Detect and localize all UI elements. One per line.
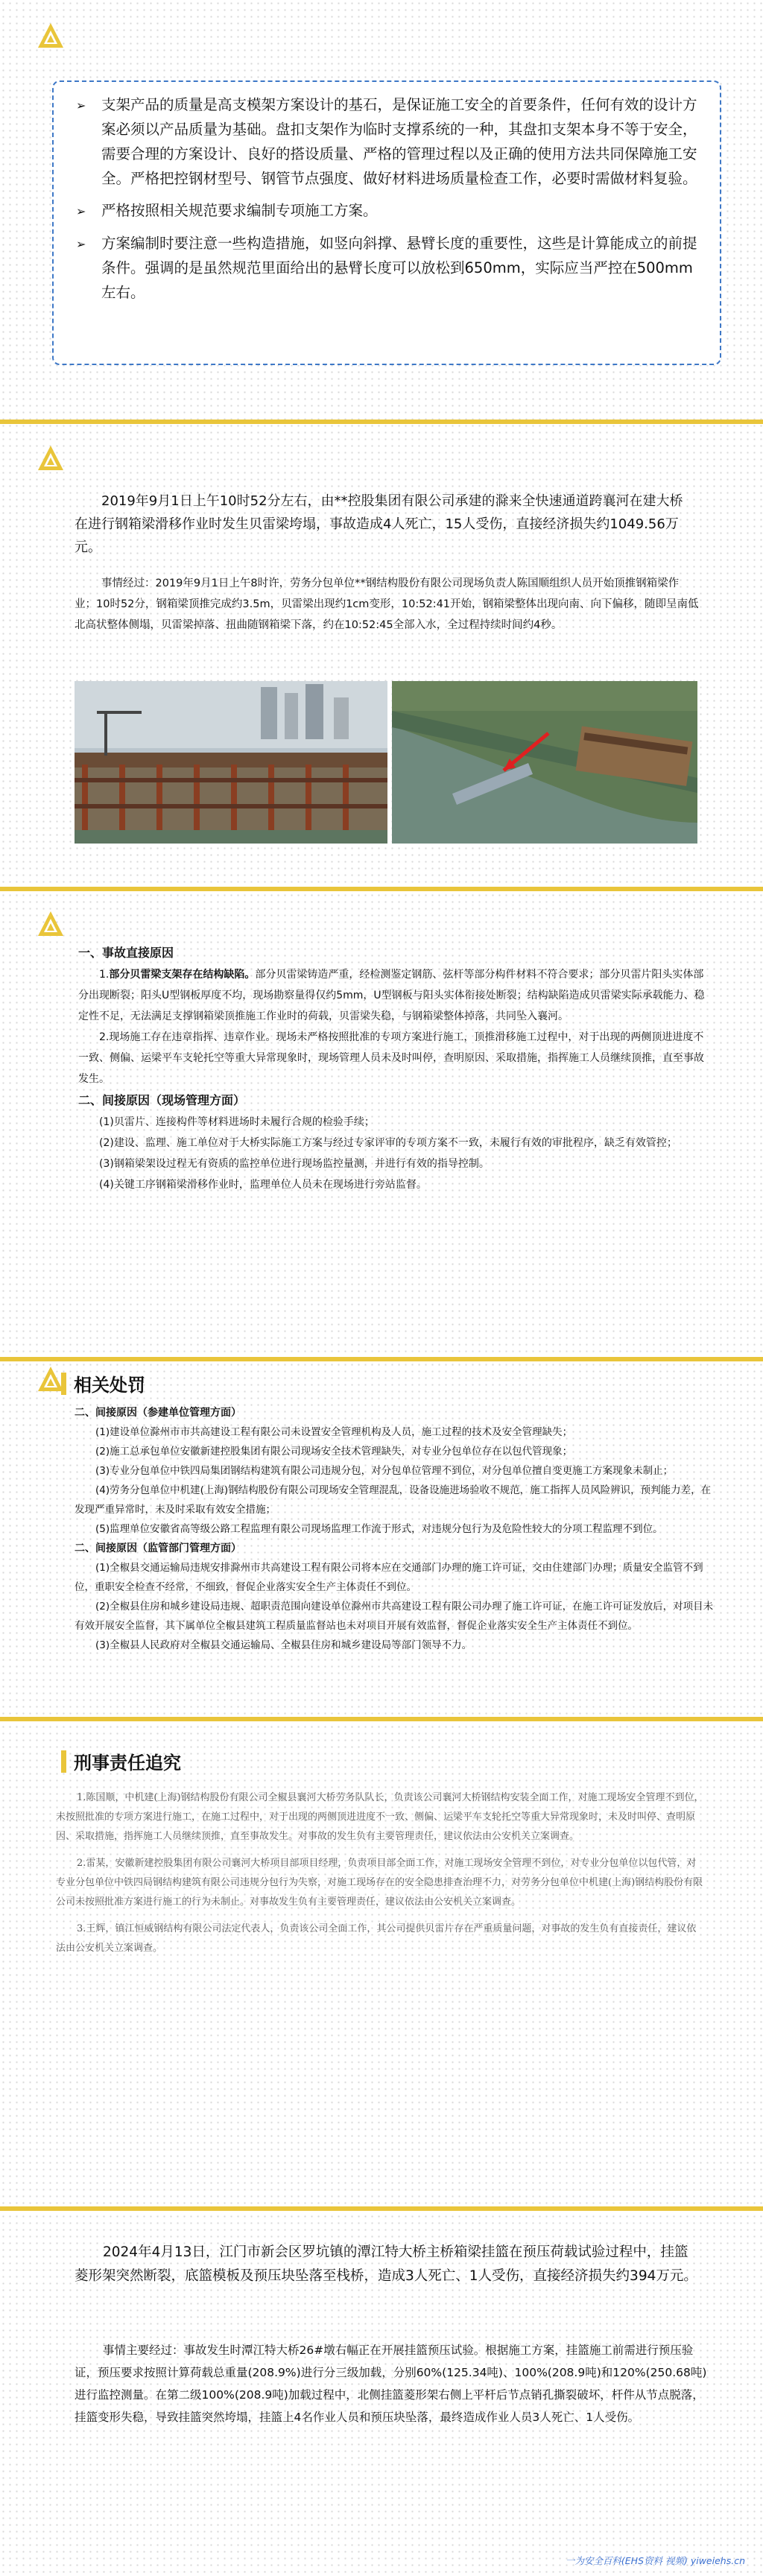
bullet-box [52, 80, 721, 365]
collapsed-bridge-aerial-photo [392, 681, 697, 844]
penalty-item: (3)全椒县人民政府对全椒县交通运输局、全椒县住房和城乡建设局等部门领导不力。 [95, 1639, 472, 1651]
cause-bold-lead: 部分贝雷梁支架存在结构缺陷。 [109, 969, 256, 981]
section-heading: 一、事故直接原因 [78, 946, 174, 960]
footer-watermark-link[interactable]: 一为安全百科(EHS资料 视频) yiweiehs.cn [565, 2555, 745, 2566]
case-summary: 2024年4月13日，江门市新会区罗坑镇的潭江特大桥主桥箱梁挂篮在预压荷载试验过程中，挂篮菱形架突然断裂，底篮模板及预压块坠落至栈桥，造成3人死亡、1人受伤，直接经济损失约394万元。 [75, 2244, 697, 2284]
section-title [61, 1748, 181, 1774]
liability-paragraph: 1.陈国顺，中机建(上海)钢结构股份有限公司全椒县襄河大桥劳务队队长，负责该公司襄河大桥钢结构安装全面工作，对施工现场安全管理不到位，未按照批准的专项方案进行施工，在施工过程中，对于出现的两侧顶进进度不一致、侧偏、运梁平车支轮托空等重大异常现象时，未及时叫停、查明原因、采取措施，指挥施工人员继续顶推，直至事故发生。对事故的发生负有主要管理责任，建议依法由公安机关立案调查。 [56, 1792, 704, 1842]
bullet-item [76, 231, 703, 305]
section-title [61, 1370, 145, 1396]
slide-criminal-liability [0, 1721, 763, 2206]
bullet-text: 支架产品的质量是高支模架方案设计的基石，是保证施工安全的首要条件，任何有效的设计方案必须以产品质量为基础。盘扣支架作为临时支撑系统的一种，其盘扣支架本身不等于安全，需要合理的方案设计、良好的搭设质量、严格的管理过程以及正确的使用方法共同保障施工安全。严格把控钢材型号、钢管节点强度、做好材料进场质量检查工作，必要时需做材料复验。 [101, 96, 697, 187]
penalty-item: (4)劳务分包单位中机建(上海)钢结构股份有限公司现场安全管理混乱，设备设施进场验收不规范，施工指挥人员风险辨识，预判能力差，在发现严重异常时，未及时采取有效安全措施； [75, 1484, 712, 1516]
cause-item: (3)钢箱梁架设过程无有资质的监控单位进行现场监控量测，并进行有效的指导控制。 [99, 1158, 490, 1170]
cause-paragraph [78, 964, 712, 1027]
penalty-item: (1)全椒县交通运输局违规安排滁州市共高建设工程有限公司将本应在交通部门办理的施工许可证，交由住建部门办理；质量安全监管不到位，重职安全检查不经常，不细致，督促企业落实安全生产主体责任不到位。 [75, 1562, 703, 1593]
section-heading: 二、间接原因（现场管理方面） [78, 1093, 246, 1107]
cause-paragraph: 2.现场施工存在违章指挥、违章作业。现场未严格按照批准的专项方案进行施工，顶推滑移施工过程中，对于出现的两侧顶进进度不一致、侧偏、运梁平车支轮托空等重大异常现象时，现场管理人员未及时叫停，查明原因、采取措施，指挥施工人员继续顶推，直至事故发生。 [78, 1031, 704, 1085]
cause-item: (4)关键工序钢箱梁滑移作业时，监理单位人员未在现场进行旁站监督。 [99, 1179, 427, 1191]
cause-number: 1. [99, 969, 110, 981]
liability-paragraph: 3.王辉，镇江恒威钢结构有限公司法定代表人，负责该公司全面工作，其公司提供贝雷片存在严重质量问题，对事故的发生负有直接责任，建议依法由公安机关立案调查。 [56, 1923, 697, 1954]
penalty-item: (1)建设单位滁州市市共高建设工程有限公司未设置安全管理机构及人员，施工过程的技术及安全管理缺失； [95, 1426, 573, 1438]
construction-site-photo [75, 681, 387, 844]
cause-item: (2)建设、监理、施工单位对于大桥实际施工方案与经过专家评审的专项方案不一致，未履行有效的审批程序，缺乏有效管控； [99, 1137, 677, 1149]
triangle-logo-icon [36, 21, 66, 51]
title-accent-bar [61, 1373, 66, 1395]
arrow-bullet-icon: ➢ [76, 237, 86, 251]
criminal-liability-text [56, 1788, 704, 2191]
triangle-logo-icon [36, 443, 66, 473]
section-title-text: 相关处罚 [74, 1375, 145, 1396]
arrow-bullet-icon: ➢ [76, 204, 86, 218]
case-detail: 事情主要经过：事故发生时潭江特大桥26#墩右幅正在开展挂篮预压试验。根据施工方案，挂篮施工前需进行预压验证，预压要求按照计算荷载总重量(208.9%)进行分三级加载，分别60%(125.34吨)、100%(208.9吨)和120%(250.68吨)进行监控测量。在第二级100%(208.9吨)加载过程中，北侧挂篮菱形架右侧上平杆后节点销孔撕裂破坏，杆件从节点脱落，挂篮变形失稳，导致挂篮突然垮塌，挂篮上4名作业人员和预压块坠落，最终造成作业人员3人死亡、1人受伤。 [75, 2344, 707, 2424]
title-accent-bar [61, 1750, 66, 1773]
slide-accident-causes [0, 891, 763, 1357]
bullet-text: 方案编制时要注意一些构造措施，如竖向斜撑、悬臂长度的重要性，这些是计算能成立的前提条件。强调的是虽然规范里面给出的悬臂长度可以放松到650mm，实际应当严控在500mm左右。 [101, 235, 697, 301]
penalties-text [75, 1403, 715, 1655]
slide-penalties [0, 1361, 763, 1717]
section-heading: 二、间接原因（参建单位管理方面） [75, 1407, 241, 1419]
cause-rest: 部分贝雷梁铸造严重，经检测鉴定钢筋、弦杆等部分构件材料不符合要求；部分贝雷片阳头实体部分出现断裂；阳头U型钢板厚度不均，现场勘察量得仅约5mm，U型钢板与阳头实体衔接处断裂；结构缺陷造成贝雷梁实际承载能力、稳定性不足，无法满足支撑钢箱梁顶推施工作业时的荷载，贝雷梁失稳，与钢箱梁整体掉落，共同坠入襄河。 [78, 969, 705, 1022]
bullet-item [76, 92, 703, 191]
slide-material-quality [0, 0, 763, 420]
penalty-item: (2)施工总承包单位安徽新建控股集团有限公司现场安全技术管理缺失，对专业分包单位存在以包代管现象； [95, 1446, 573, 1458]
penalty-item: (2)全椒县住房和城乡建设局违规、超职责范围向建设单位滁州市共高建设工程有限公司办理了施工许可证，在施工许可证发放后，对项目未有效开展安全监督，其下属单位全椒县建筑工程质量监督站也未对项目开展有效监督，督促企业落实安全生产主体责任不到位。 [75, 1601, 714, 1632]
cause-item: (1)贝雷片、连接构件等材料进场时未履行合规的检验手续； [99, 1116, 375, 1128]
arrow-bullet-icon: ➢ [76, 98, 86, 113]
slide-hanging-basket-case [0, 2211, 763, 2576]
slide-bridge-collapse-case [0, 424, 763, 887]
case-detail: 事情经过：2019年9月1日上午8时许，劳务分包单位**钢结构股份有限公司现场负责人陈国顺组织人员开始顶推钢箱梁作业；10时52分，钢箱梁顶推完成约3.5m，贝雷梁出现约1cm变形，10:52:41开始，钢箱梁整体出现向南、向下偏移，随即呈南低北高状整体侧塌，贝雷梁掉落、扭曲随钢箱梁下落，约在10:52:45全部入水，全过程持续时间约4秒。 [75, 577, 699, 631]
bullet-item [76, 198, 703, 224]
bullet-text: 严格按照相关规范要求编制专项施工方案。 [101, 202, 378, 219]
section-heading: 二、间接原因（监管部门管理方面） [75, 1542, 241, 1554]
penalty-item: (5)监理单位安徽省高等级公路工程监理有限公司现场监理工作流于形式，对违规分包行为及危险性较大的分项工程监理不到位。 [95, 1523, 663, 1535]
section-title-text: 刑事责任追究 [74, 1753, 181, 1773]
penalty-item: (3)专业分包单位中铁四局集团钢结构建筑有限公司违规分包，对分包单位管理不到位，对分包单位擅自变更施工方案现象未制止； [95, 1465, 674, 1477]
case-summary: 2019年9月1日上午10时52分左右，由**控股集团有限公司承建的滁来全快速通道跨襄河在建大桥在进行钢箱梁滑移作业时发生贝雷梁垮塌，事故造成4人死亡，15人受伤，直接经济损失约1049.56万元。 [75, 493, 683, 555]
liability-paragraph: 2.雷某，安徽新建控股集团有限公司襄河大桥项目部项目经理，负责项目部全面工作，对施工现场安全管理不到位，对专业分包单位以包代管，对专业分包单位中铁四局钢结构建筑有限公司违规分包行为失察，对施工现场存在的安全隐患排查治理不力，对劳务分包单位中机建(上海)钢结构股份有限公司未按照批准方案进行施工的行为未制止。对事故发生负有主要管理责任，建议依法由公安机关立案调查。 [56, 1858, 703, 1908]
triangle-logo-icon [36, 909, 66, 939]
accident-causes-text [78, 942, 712, 1195]
